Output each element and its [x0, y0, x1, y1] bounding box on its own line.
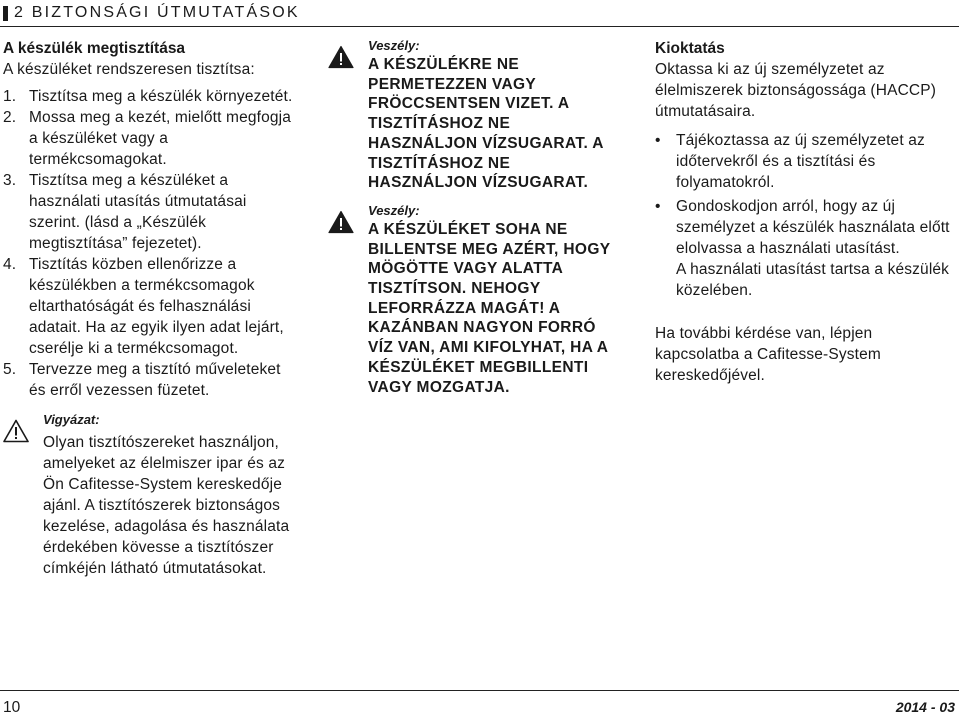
danger-label: Veszély: [368, 202, 420, 218]
danger-text: A KÉSZÜLÉKRE NE PERMETEZZEN VAGY FRÖCCSENTSEN VIZET. A TISZTÍTÁSHOZ NE HASZNÁLJON VÍZSUGARAT. A TISZTÍTÁSHOZ NE HASZNÁLJON VÍZSUGARAT. [368, 56, 604, 192]
page-number: 10 [3, 699, 21, 716]
list-item [3, 254, 293, 359]
step-number: 5. [3, 361, 17, 378]
section-header [0, 0, 959, 28]
cleaning-heading: A készülék megtisztítása [3, 40, 186, 57]
section-title: 2 BIZTONSÁGI ÚTMUTATÁSOK [14, 4, 300, 21]
bullet-text: Gondoskodjon arról, hogy az új személyzet a készülék használata előtt elolvassa a használati utasítást. [676, 198, 950, 257]
footer-divider [0, 690, 959, 691]
step-number: 3. [3, 172, 17, 189]
danger-text: A KÉSZÜLÉKET SOHA NE BILLENTSE MEG AZÉRT, HOGY MÖGÖTTE VAGY ALATTA TISZTÍTSON. NEHOGY LEFORRÁZZA MAGÁT! A KAZÁNBAN NAGYON FORRÓ VÍZ VAN, AMI KIFOLYHAT, HA A KÉSZÜLÉKET MEGBILLENTI VAGY MOZGATJA. [368, 220, 611, 396]
training-note: A használati utasítást tartsa a készülék közelében. [676, 261, 950, 299]
header-divider [0, 26, 959, 27]
training-bullets [655, 130, 955, 259]
section-marker [3, 6, 8, 21]
caution-label: Vigyázat: [43, 412, 100, 427]
danger-label: Veszély: [368, 38, 420, 53]
step-number: 1. [3, 88, 17, 105]
step-text: Tervezze meg a tisztító műveleteket és erről vezessen füzetet. [29, 361, 281, 399]
step-text: Mossa meg a kezét, mielőtt megfogja a készüléket vagy a termékcsomagokat. [29, 109, 291, 168]
list-item [3, 107, 293, 170]
warning-triangle-icon [3, 419, 29, 443]
bullet-icon: • [655, 198, 661, 215]
step-text: Tisztítsa meg a készülék környezetét. [29, 88, 293, 105]
training-column [655, 38, 955, 386]
caution-block [3, 411, 293, 579]
bullet-icon: • [655, 132, 661, 149]
training-intro: Oktassa ki az új személyzetet az élelmiszerek biztonságossága (HACCP) útmutatásaira. [655, 61, 937, 120]
step-number: 4. [3, 256, 17, 273]
list-item [655, 130, 955, 193]
list-item [3, 170, 293, 254]
danger-block [328, 37, 613, 193]
list-item [655, 196, 955, 259]
danger-column [328, 37, 613, 397]
cleaning-steps [3, 86, 293, 401]
page-date: 2014 - 03 [895, 699, 955, 715]
warning-triangle-icon [328, 45, 354, 69]
caution-text: Olyan tisztítószereket használjon, amelyeket az élelmiszer ipar és az Ön Cafitesse-System kereskedője ajánl. A tisztítószerek biztonságos kezelése, adagolása és használata érdekében kövesse a tisztítószer címkéjén látható útmutatásokat. [43, 434, 290, 577]
training-heading: Kioktatás [655, 40, 725, 57]
list-item [3, 86, 293, 107]
step-text: Tisztítsa meg a készüléket a használati utasítás útmutatásai szerint. (lásd a „Készülék megtisztítása” fejezetet). [29, 172, 247, 252]
contact-text: Ha további kérdése van, lépjen kapcsolatba a Cafitesse-System kereskedőjével. [655, 325, 881, 384]
cleaning-column [3, 38, 293, 579]
list-item [3, 359, 293, 401]
danger-block [328, 202, 613, 397]
cleaning-intro: A készüléket rendszeresen tisztítsa: [3, 61, 255, 78]
bullet-text: Tájékoztassa az új személyzetet az időtervekről és a tisztítási és folyamatokról. [676, 132, 925, 191]
step-number: 2. [3, 109, 17, 126]
step-text: Tisztítás közben ellenőrizze a készülékben a termékcsomagok eltarthatóságát és felhasználási adatait. Ha az egyik ilyen adat lejárt, cserélje ki a termékcsomagot. [29, 256, 284, 357]
warning-triangle-icon [328, 210, 354, 234]
